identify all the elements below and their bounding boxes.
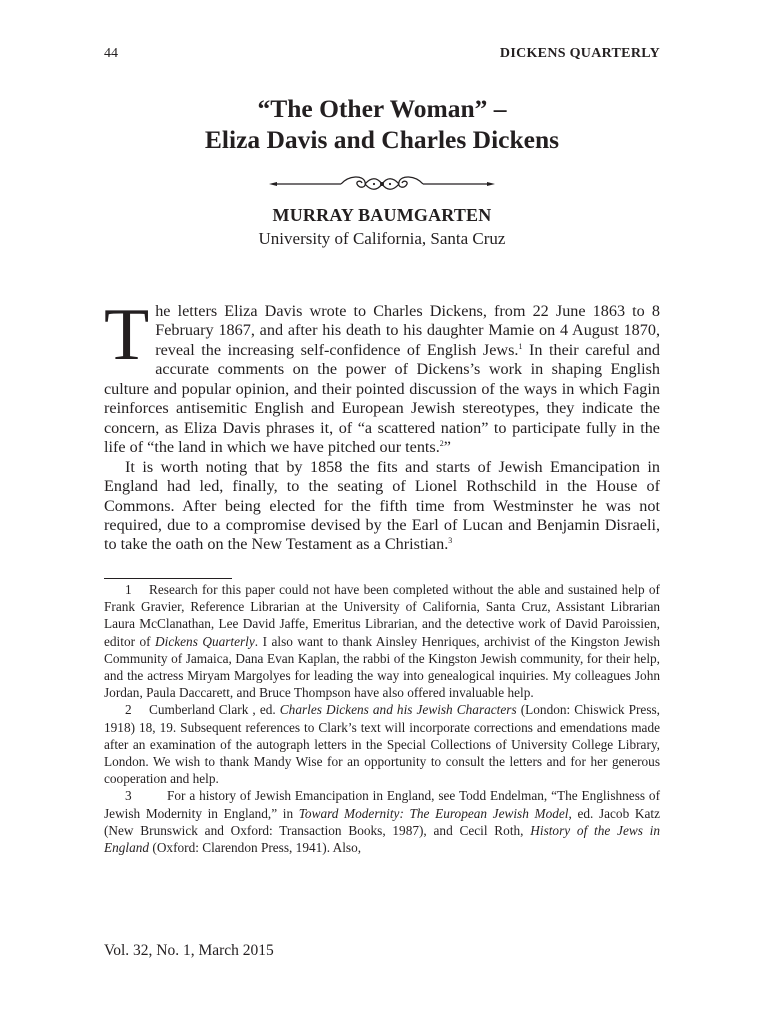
paragraph-1: [104, 294, 660, 458]
paragraph-1-text-c: ”: [443, 438, 451, 457]
issue-footer: Vol. 32, No. 1, March 2015: [104, 942, 274, 959]
paragraph-1-text-b: In their careful and accurate comments on the power of Dickens’s work in shaping English culture and popular opinion, and their pointed discussion of the ways in which Fagin reinforces antisemitic English and European Jewish stereotypes, they indicate the concern, as Eliza Davis phrases it, of “a scattered nation” to participate fully in the life of “the land in which we have pitched our tents.: [104, 340, 660, 457]
footnote-2-italic: Charles Dickens and his Jewish Characters: [279, 702, 517, 718]
footnote-divider: [104, 578, 232, 579]
author-affiliation: University of California, Santa Cruz: [258, 229, 506, 248]
footnote-3-text-c: (Oxford: Clarendon Press, 1941). Also,: [149, 840, 362, 856]
title-line-2: Eliza Davis and Charles Dickens: [204, 125, 560, 154]
footnote-2: [104, 701, 660, 787]
footnote-ref-3[interactable]: 3: [448, 536, 453, 546]
page-number: 44: [104, 46, 118, 61]
footnote-1: [104, 581, 660, 701]
footnote-1-italic: Dickens Quarterly: [155, 633, 255, 649]
footnote-2-number: 2: [125, 702, 132, 718]
journal-page: [104, 0, 660, 1024]
footnote-3-text-b: , ed. Jacob Katz (New Brunswick and Oxford: Transaction Books, 1987), and Cecil Roth,: [104, 805, 660, 838]
article-title: [104, 93, 660, 155]
footnote-3-italic-1: Toward Modernity: The European Jewish Model: [298, 805, 569, 821]
footnote-2-text-b: (London: Chiswick Press, 1918) 18, 19. Subsequent references to Clark’s text will incorporate corrections and emendations made after an examination of the autograph letters in the Special Collections of University College Library, London. We wish to thank Mandy Wise for an opportunity to consult the letters and for her generous cooperation and help.: [104, 702, 661, 787]
paragraph-2-text: It is worth noting that by 1858 the fits and starts of Jewish Emancipation in England had led, finally, to the seating of Lionel Rothschild in the House of Commons. After being elected for the fifth time from Westminster he was not required, due to a compromise devised by the Earl of Lucan and Benjamin Disraeli, to take the oath on the New Testament as a Christian.: [104, 457, 660, 554]
footnote-2-text-a: Cumberland Clark , ed.: [149, 702, 280, 718]
running-head: [104, 46, 660, 66]
footnote-3-number: 3: [125, 788, 132, 804]
paragraph-2: [104, 458, 660, 555]
footnotes: [104, 581, 660, 856]
footnote-3: [104, 787, 660, 856]
footnote-3-text-a: For a history of Jewish Emancipation in England, see Todd Endelman, “The Englishness of Jewish Modernity in England,” in: [104, 788, 660, 821]
footnote-1-text-b: . I also want to thank Ainsley Henriques, archivist of the Kingston Jewish Community of Jamaica, Dana Evan Kaplan, the rabbi of the Kingston Jewish community, for their help, and the actress Miryam Margolyes for leading the way into genealogical inquiries. My colleagues John Jordan, Paula Daccarett, and Bruce Thompson have also offered invaluable help.: [104, 633, 661, 701]
journal-title: DICKENS QUARTERLY: [499, 46, 660, 61]
author-name: MURRAY BAUMGARTEN: [272, 205, 492, 225]
paragraph-1-text-a: he letters Eliza Davis wrote to Charles Dickens, from 22 June 1863 to 8 February 1867, and after his death to his daughter Mamie on 4 August 1870, reveal the increasing self-confidence of English Jews.: [155, 302, 660, 359]
footnote-1-text-a: Research for this paper could not have been completed without the able and sustained help of Frank Gravier, Reference Librarian at the University of California, Santa Cruz, Assistant Librarian Laura McClanathan, Lee David Jaffe, Emeritus Librarian, and the detective work of David Paroissien, editor of: [104, 582, 660, 649]
flourish-ornament-icon: [267, 172, 497, 196]
drop-cap: T: [104, 294, 150, 376]
footnote-ref-2[interactable]: 2: [439, 439, 444, 449]
title-line-1: “The Other Woman” –: [257, 94, 507, 123]
footnote-1-number: 1: [125, 582, 132, 597]
footnote-3-italic-2: History of the Jews in England: [104, 822, 660, 856]
article-body: [104, 294, 660, 555]
footnote-ref-1[interactable]: 1: [518, 341, 523, 351]
